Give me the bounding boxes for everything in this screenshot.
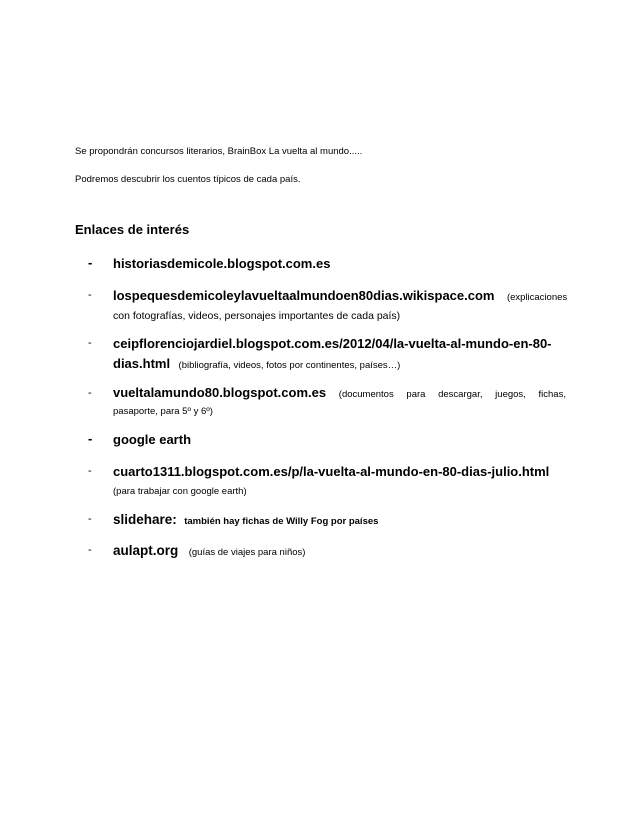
link-historiasdemicole[interactable]: historiasdemicole.blogspot.com.es: [113, 256, 331, 271]
list-bullet: -: [88, 289, 92, 301]
link-google-earth[interactable]: google earth: [113, 432, 192, 447]
list-item: [88, 287, 566, 322]
list-bullet: -: [88, 255, 93, 270]
list-bullet: -: [88, 431, 93, 446]
list-bullet: -: [88, 544, 92, 556]
link-vueltalamundo80[interactable]: vueltalamundo80.blogspot.com.es: [113, 385, 327, 400]
link-note: (guías de viajes para niños): [188, 547, 306, 558]
link-note-word: descargar,: [438, 389, 483, 400]
link-note-word: juegos,: [495, 389, 526, 400]
link-lospequesdemicole[interactable]: lospequesdemicoleylavueltaalmundoen80dias.wikispace.com: [113, 288, 495, 303]
list-item: [88, 335, 566, 373]
link-note: (bibliografía, videos, fotos por continentes, países…): [178, 360, 401, 371]
link-note-word: fichas,: [538, 389, 566, 400]
list-bullet: -: [88, 465, 92, 477]
list-item: [88, 511, 566, 529]
links-heading: Enlaces de interés: [75, 222, 190, 237]
link-note: también hay fichas de Willy Fog por países: [184, 516, 379, 527]
link-note-continued: pasaporte, para 5º y 6º): [113, 406, 213, 417]
list-item: [88, 463, 566, 498]
intro-paragraph-2: Podremos descubrir los cuentos típicos de cada país.: [75, 174, 301, 185]
link-cuarto1311[interactable]: cuarto1311.blogspot.com.es/p/la-vuelta-al-mundo-en-80-dias-julio.html: [113, 464, 550, 479]
list-bullet: -: [88, 513, 92, 525]
link-note-word: (documentos: [338, 389, 394, 400]
link-aulapt[interactable]: aulapt.org: [113, 543, 179, 558]
link-note-continued: con fotografías, videos, personajes importantes de cada país): [113, 310, 401, 322]
link-note-word: para: [406, 389, 426, 400]
list-item: [88, 431, 566, 449]
list-bullet: -: [88, 337, 92, 349]
link-note: (explicaciones: [506, 292, 568, 303]
link-ceipflorenciojardiel-cont[interactable]: dias.html: [113, 356, 171, 371]
list-item: [88, 542, 566, 560]
list-item: [88, 385, 566, 418]
link-note-continued: (para trabajar con google earth): [113, 486, 247, 497]
intro-paragraph-1: Se propondrán concursos literarios, BrainBox La vuelta al mundo.....: [75, 146, 363, 157]
link-slidehare[interactable]: slidehare:: [113, 512, 177, 527]
link-ceipflorenciojardiel[interactable]: ceipflorenciojardiel.blogspot.com.es/2012/04/la-vuelta-al-mundo-en-80-: [113, 336, 552, 351]
list-bullet: -: [88, 387, 92, 399]
list-item: [88, 255, 566, 273]
